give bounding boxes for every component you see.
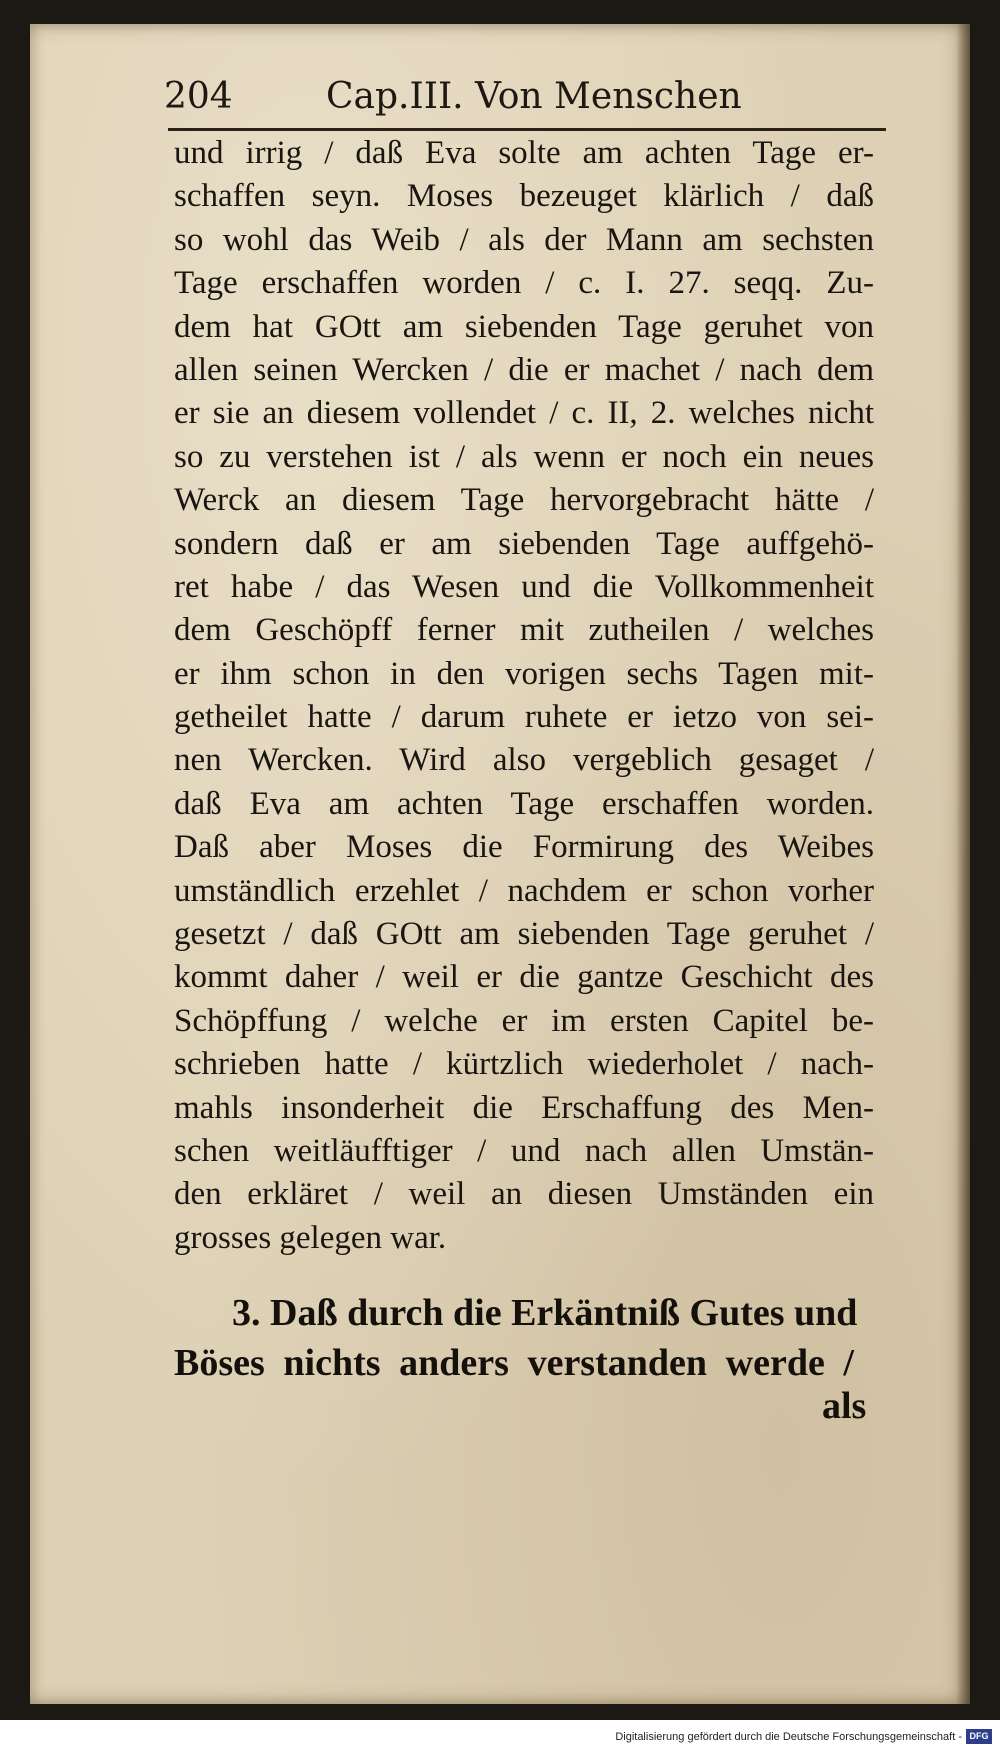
header-rule	[168, 128, 886, 131]
text-line: nen Wercken. Wird also vergeblich gesaget /	[174, 742, 874, 779]
text-line: den erkläret / weil an diesen Umständen ein	[174, 1176, 874, 1213]
text-line: dem hat GOtt am siebenden Tage geruhet von	[174, 308, 874, 345]
text-line: dem Geschöpff ferner mit zutheilen / welches	[174, 612, 874, 649]
running-head	[164, 72, 764, 122]
text-line: kommt daher / weil er die gantze Geschicht des	[174, 959, 874, 996]
text-line: schaffen seyn. Moses bezeuget klärlich / daß	[174, 178, 874, 215]
text-line: er ihm schon in den vorigen sechs Tagen mit-	[174, 655, 874, 692]
text-line: mahls insonderheit die Erschaffung des Men-	[174, 1089, 874, 1126]
text-line: Daß aber Moses die Formirung des Weibes	[174, 829, 874, 866]
section-line: 3. Daß durch die Erkäntniß Gutes und	[232, 1292, 858, 1334]
text-line: und irrig / daß Eva solte am achten Tage er-	[174, 135, 874, 171]
text-line: er sie an diesem vollendet / c. II, 2. welches nicht	[174, 395, 874, 432]
text-line: gesetzt / daß GOtt am siebenden Tage geruhet /	[174, 916, 874, 953]
text-line: schen weitläufftiger / und nach allen Umstän-	[174, 1132, 874, 1169]
page-number: 204	[164, 76, 233, 117]
text-line: so wohl das Weib / als der Mann am sechsten	[174, 221, 874, 258]
text-line: grosses gelegen war.	[174, 1219, 447, 1256]
text-line: getheilet hatte / darum ruhete er ietzo von sei-	[174, 699, 874, 736]
text-line: schrieben hatte / kürtzlich wiederholet / nach-	[174, 1046, 874, 1083]
text-line: allen seinen Wercken / die er machet / nach dem	[174, 351, 874, 388]
catchword: als	[822, 1385, 867, 1427]
text-line: sondern daß er am siebenden Tage auffgehö-	[174, 525, 874, 562]
dfg-logo: DFG	[966, 1729, 992, 1744]
section-heading	[174, 1288, 858, 1388]
text-line: so zu verstehen ist / als wenn er noch ein neues	[174, 438, 874, 475]
body-text	[174, 132, 874, 1260]
text-line: umständlich erzehlet / nachdem er schon vorher	[174, 872, 874, 909]
text-line: daß Eva am achten Tage erschaffen worden.	[174, 785, 874, 822]
text-line: Tage erschaffen worden / c. I. 27. seqq. Zu-	[174, 265, 874, 302]
text-line: Werck an diesem Tage hervorgebracht hätte /	[174, 482, 874, 519]
text-line: Schöpffung / welche er im ersten Capitel be-	[174, 1002, 874, 1039]
funding-credit: Digitalisierung gefördert durch die Deutsche Forschungsgemeinschaft -	[615, 1731, 962, 1743]
section-line: Böses nichts anders verstanden werde /	[174, 1342, 854, 1384]
page-gutter-shadow	[956, 24, 970, 1704]
text-line: ret habe / das Wesen und die Vollkommenheit	[174, 568, 874, 605]
footer-bar	[0, 1720, 1000, 1757]
chapter-heading: Cap.III. Von Menschen	[326, 76, 742, 117]
